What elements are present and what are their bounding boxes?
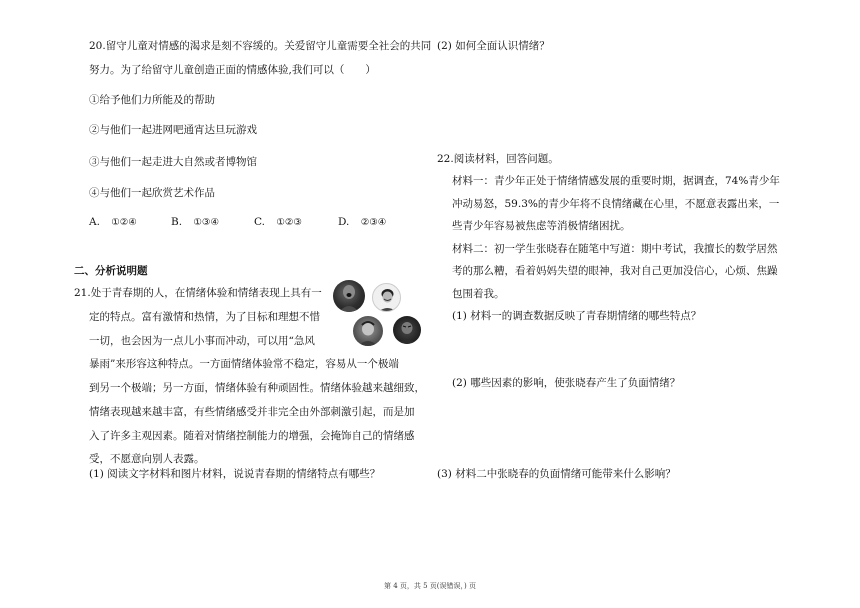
q21-line-3: 一切，也会因为一点儿小事而冲动，可以用“急风 — [89, 335, 315, 347]
q20-item-3: ③与他们一起走进大自然或者博物馆 — [89, 156, 257, 168]
choice-label: D. — [338, 216, 350, 228]
q20-item-2: ②与他们一起进网吧通宵达旦玩游戏 — [89, 124, 257, 136]
q21-line-4: 暴雨”来形容这种特点。一方面情绪体验常不稳定，容易从一个极端 — [89, 358, 399, 370]
choice-label: B. — [171, 216, 183, 228]
choice-label: A. — [89, 216, 100, 228]
choice-label: C. — [254, 216, 265, 228]
q22-material1-line1: 材料一：青少年正处于情绪情感发展的重要时期，据调查，74%青少年 — [452, 175, 780, 187]
q22-material2-line2: 考的那么糟，看着妈妈失望的眼神，我对自己更加没信心，心烦、焦躁 — [452, 265, 778, 277]
q20-stem-line1: 20.留守儿童对情感的渴求是刻不容缓的。关爱留守儿童需要全社会的共同 — [89, 40, 432, 52]
q21-line-8: 受，不愿意向别人表露。 — [89, 453, 205, 465]
q21-line-1: 21.处于青春期的人，在情绪体验和情绪表现上具有一 — [74, 287, 322, 299]
choice-text: ②③④ — [360, 217, 387, 228]
photo-figure — [353, 316, 383, 346]
section-title: 二、分析说明题 — [74, 265, 148, 277]
q22-title: 22.阅读材料，回答问题。 — [437, 153, 559, 165]
photo-figure — [333, 280, 365, 312]
q22-material2-line3: 包围着我。 — [452, 288, 505, 300]
page-footer: 第 4 页，共 5 页(误错误，) 页 — [384, 582, 476, 590]
q22-material1-line2: 冲动易怒，59.3%的青少年将不良情绪藏在心里，不愿意表露出来，一 — [452, 198, 780, 210]
q22-sub2: (2) 哪些因素的影响，使张晓春产生了负面情绪？ — [452, 377, 681, 389]
q21-line-6: 情绪表现越来越丰富，有些情绪感受并非完全由外部刺激引起，而是加 — [89, 406, 415, 418]
choice-text: ①②④ — [111, 217, 137, 228]
photo-figure — [393, 316, 421, 344]
q20-item-4: ④与他们一起欣赏艺术作品 — [89, 187, 215, 199]
q20-choice-a — [89, 216, 137, 228]
q20-stem-line2: 努力。为了给留守儿童创造正面的情感体验,我们可以（ ） — [89, 64, 376, 76]
q21-sub1: (1) 阅读文字材料和图片材料，说说青春期的情绪特点有哪些？ — [89, 468, 381, 480]
photo-shouting-person — [333, 280, 365, 312]
q21-line-7: 入了许多主观因素。随着对情绪控制能力的增强，会掩饰自己的情绪感 — [89, 430, 415, 442]
photo-figure — [373, 284, 401, 312]
q20-choice-b — [171, 216, 219, 228]
q21-line-5: 到另一个极端；另一方面，情绪体验有种顽固性。情绪体验越来越细致， — [89, 382, 425, 394]
photo-smiling-person — [372, 283, 401, 312]
q22-sub3: (3) 材料二中张晓春的负面情绪可能带来什么影响？ — [437, 468, 676, 480]
q20-choice-d — [338, 216, 386, 228]
q22-sub1: (1) 材料一的调查数据反映了青春期情绪的哪些特点？ — [452, 310, 702, 322]
q20-item-1: ①给予他们力所能及的帮助 — [89, 94, 215, 106]
choice-text: ①②③ — [276, 217, 302, 228]
photo-angry-person — [393, 316, 421, 344]
q21-line-2: 定的特点。富有激情和热情，为了目标和理想不惜 — [89, 311, 320, 323]
q20-choice-c — [254, 216, 302, 228]
q22-material2-line1: 材料二：初一学生张晓春在随笔中写道：期中考试，我擅长的数学居然 — [452, 243, 778, 255]
q22-material1-line3: 些青少年容易被焦虑等消极情绪困扰。 — [452, 220, 631, 232]
choice-text: ①③④ — [193, 217, 219, 228]
q21-sub2: (2) 如何全面认识情绪？ — [437, 40, 550, 52]
photo-crying-person — [353, 316, 383, 346]
